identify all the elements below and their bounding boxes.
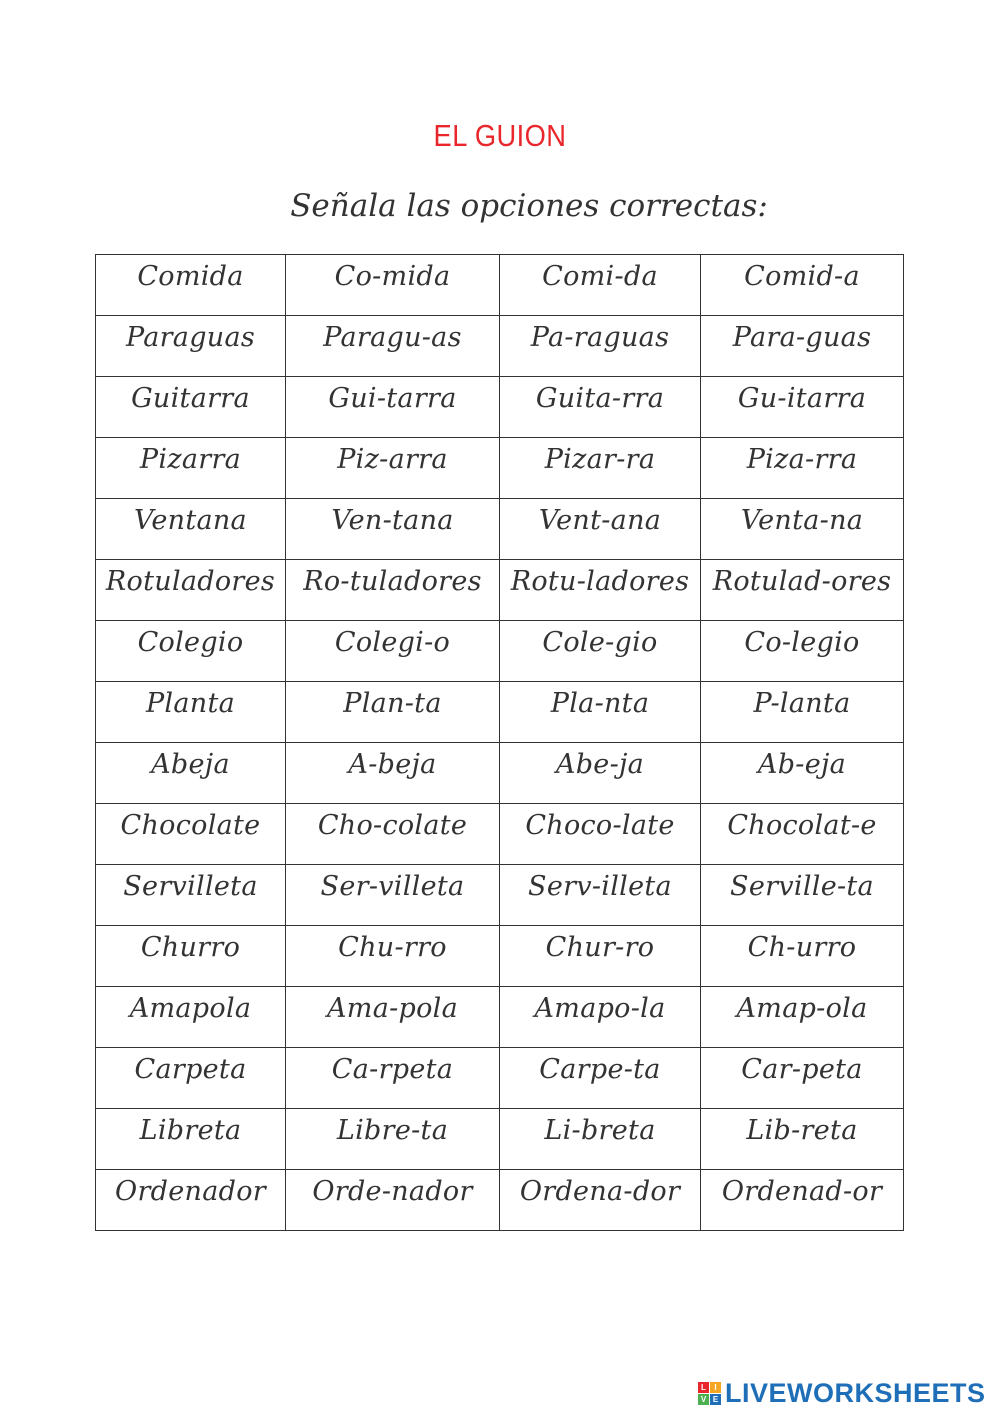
option-text: Pa-raguas (530, 322, 670, 353)
option-cell[interactable] (701, 1048, 904, 1109)
option-text: Ro-tuladores (303, 566, 482, 597)
option-text: Car-peta (741, 1054, 863, 1085)
word-cell (96, 682, 286, 743)
word-cell (96, 987, 286, 1048)
option-text: Lib-reta (746, 1115, 858, 1146)
option-text: Gui-tarra (328, 383, 457, 414)
option-cell[interactable] (286, 743, 500, 804)
option-text: Venta-na (740, 505, 864, 536)
table-row (96, 743, 904, 804)
option-text: Rotulad-ores (712, 566, 892, 597)
option-text: Ab-eja (757, 749, 847, 780)
word-cell (96, 316, 286, 377)
word-cell (96, 560, 286, 621)
word-cell (96, 1048, 286, 1109)
word-text: Rotuladores (105, 566, 276, 597)
table-row (96, 377, 904, 438)
table-row (96, 438, 904, 499)
option-cell[interactable] (500, 1048, 701, 1109)
option-cell[interactable] (701, 987, 904, 1048)
option-cell[interactable] (500, 926, 701, 987)
option-text: Cole-gio (542, 627, 658, 658)
option-text: Ca-rpeta (331, 1054, 454, 1085)
option-text: Chocolat-e (727, 810, 877, 841)
option-text: Paragu-as (323, 322, 462, 353)
word-text: Ordenador (115, 1176, 266, 1207)
option-cell[interactable] (701, 1109, 904, 1170)
option-cell[interactable] (701, 438, 904, 499)
table-row (96, 1109, 904, 1170)
option-text: Vent-ana (538, 505, 662, 536)
option-text: Co-mida (334, 261, 451, 292)
option-text: Chu-rro (338, 932, 447, 963)
word-text: Amapola (129, 993, 252, 1024)
option-text: A-beja (348, 749, 437, 780)
options-table (95, 254, 904, 1231)
word-text: Chocolate (120, 810, 261, 841)
option-cell[interactable] (500, 987, 701, 1048)
option-text: Cho-colate (317, 810, 468, 841)
word-text: Guitarra (131, 383, 250, 414)
option-text: Li-breta (544, 1115, 656, 1146)
table-row (96, 499, 904, 560)
option-text: Libre-ta (336, 1115, 449, 1146)
word-text: Paraguas (125, 322, 256, 353)
option-text: Colegi-o (334, 627, 451, 658)
table-row (96, 316, 904, 377)
option-cell[interactable] (286, 316, 500, 377)
option-text: Amap-ola (736, 993, 868, 1024)
option-cell[interactable] (286, 499, 500, 560)
option-cell[interactable] (500, 804, 701, 865)
word-cell (96, 804, 286, 865)
option-cell[interactable] (500, 377, 701, 438)
table-row (96, 865, 904, 926)
option-cell[interactable] (286, 377, 500, 438)
option-cell[interactable] (500, 621, 701, 682)
option-text: Orde-nador (312, 1176, 473, 1207)
table-row (96, 804, 904, 865)
logo-square: L (698, 1382, 709, 1393)
table-row (96, 621, 904, 682)
option-text: Piza-rra (746, 444, 858, 475)
option-text: Ama-pola (327, 993, 458, 1024)
word-text: Abeja (151, 749, 230, 780)
option-cell[interactable] (500, 865, 701, 926)
word-cell (96, 377, 286, 438)
option-text: Ordena-dor (519, 1176, 681, 1207)
option-cell[interactable] (286, 926, 500, 987)
option-text: Ser-villeta (320, 871, 465, 902)
option-cell[interactable] (286, 255, 500, 316)
table-row (96, 987, 904, 1048)
word-cell (96, 1109, 286, 1170)
word-text: Planta (145, 688, 236, 719)
option-cell[interactable] (701, 804, 904, 865)
liveworksheets-logo-icon (698, 1382, 721, 1405)
option-cell[interactable] (500, 560, 701, 621)
option-text: Serville-ta (730, 871, 874, 902)
option-text: Comi-da (542, 261, 658, 292)
option-cell[interactable] (701, 926, 904, 987)
option-text: Amapo-la (534, 993, 666, 1024)
option-text: Pizar-ra (544, 444, 656, 475)
word-text: Libreta (139, 1115, 242, 1146)
brand-name: LIVEWORKSHEETS (725, 1377, 986, 1408)
table-row (96, 1170, 904, 1231)
word-text: Servilleta (123, 871, 258, 902)
option-cell[interactable] (500, 438, 701, 499)
word-cell (96, 621, 286, 682)
option-text: Co-legio (744, 627, 860, 658)
option-text: Piz-arra (337, 444, 448, 475)
option-cell[interactable] (701, 499, 904, 560)
option-cell[interactable] (701, 377, 904, 438)
option-cell[interactable] (701, 316, 904, 377)
word-text: Ventana (134, 505, 247, 536)
option-text: Abe-ja (555, 749, 645, 780)
option-cell[interactable] (500, 499, 701, 560)
option-text: Chur-ro (545, 932, 655, 963)
table-row (96, 255, 904, 316)
option-cell[interactable] (286, 987, 500, 1048)
option-text: Plan-ta (343, 688, 442, 719)
option-cell[interactable] (286, 1048, 500, 1109)
option-cell[interactable] (701, 621, 904, 682)
option-cell[interactable] (500, 743, 701, 804)
option-cell[interactable] (701, 560, 904, 621)
option-cell[interactable] (701, 743, 904, 804)
word-cell (96, 865, 286, 926)
table-row (96, 682, 904, 743)
word-cell (96, 255, 286, 316)
option-cell[interactable] (701, 865, 904, 926)
option-cell[interactable] (286, 865, 500, 926)
option-cell[interactable] (701, 1170, 904, 1231)
option-cell[interactable] (286, 682, 500, 743)
option-text: Pla-nta (550, 688, 650, 719)
option-cell[interactable] (701, 255, 904, 316)
instructions: Señala las opciones correctas: (290, 188, 768, 224)
option-cell[interactable] (286, 621, 500, 682)
option-cell[interactable] (286, 1170, 500, 1231)
option-cell[interactable] (500, 1170, 701, 1231)
option-cell[interactable] (701, 682, 904, 743)
page-title: EL GUION (433, 118, 567, 153)
word-text: Churro (140, 932, 241, 963)
option-text: Para-guas (732, 322, 872, 353)
option-cell[interactable] (286, 560, 500, 621)
option-text: Guita-rra (535, 383, 665, 414)
option-text: Ven-tana (331, 505, 454, 536)
option-cell[interactable] (500, 255, 701, 316)
option-cell[interactable] (286, 1109, 500, 1170)
option-cell[interactable] (500, 682, 701, 743)
option-cell[interactable] (500, 1109, 701, 1170)
option-text: Comid-a (744, 261, 860, 292)
word-text: Comida (137, 261, 244, 292)
logo-square: I (710, 1382, 721, 1393)
logo-square: V (698, 1394, 709, 1405)
option-text: Serv-illeta (528, 871, 672, 902)
word-cell (96, 926, 286, 987)
word-cell (96, 743, 286, 804)
table-row (96, 926, 904, 987)
option-cell[interactable] (286, 438, 500, 499)
option-text: Carpe-ta (539, 1054, 661, 1085)
option-text: P-lanta (753, 688, 851, 719)
word-cell (96, 499, 286, 560)
option-text: Ch-urro (747, 932, 857, 963)
table-row (96, 1048, 904, 1109)
table-row (96, 560, 904, 621)
word-cell (96, 1170, 286, 1231)
option-text: Gu-itarra (737, 383, 867, 414)
option-text: Ordenad-or (721, 1176, 883, 1207)
option-cell[interactable] (500, 316, 701, 377)
word-text: Carpeta (134, 1054, 247, 1085)
word-text: Pizarra (139, 444, 242, 475)
word-text: Colegio (137, 627, 244, 658)
option-text: Choco-late (525, 810, 675, 841)
option-text: Rotu-ladores (510, 566, 690, 597)
logo-square: E (710, 1394, 721, 1405)
word-cell (96, 438, 286, 499)
option-cell[interactable] (286, 804, 500, 865)
liveworksheets-watermark (698, 1378, 998, 1408)
